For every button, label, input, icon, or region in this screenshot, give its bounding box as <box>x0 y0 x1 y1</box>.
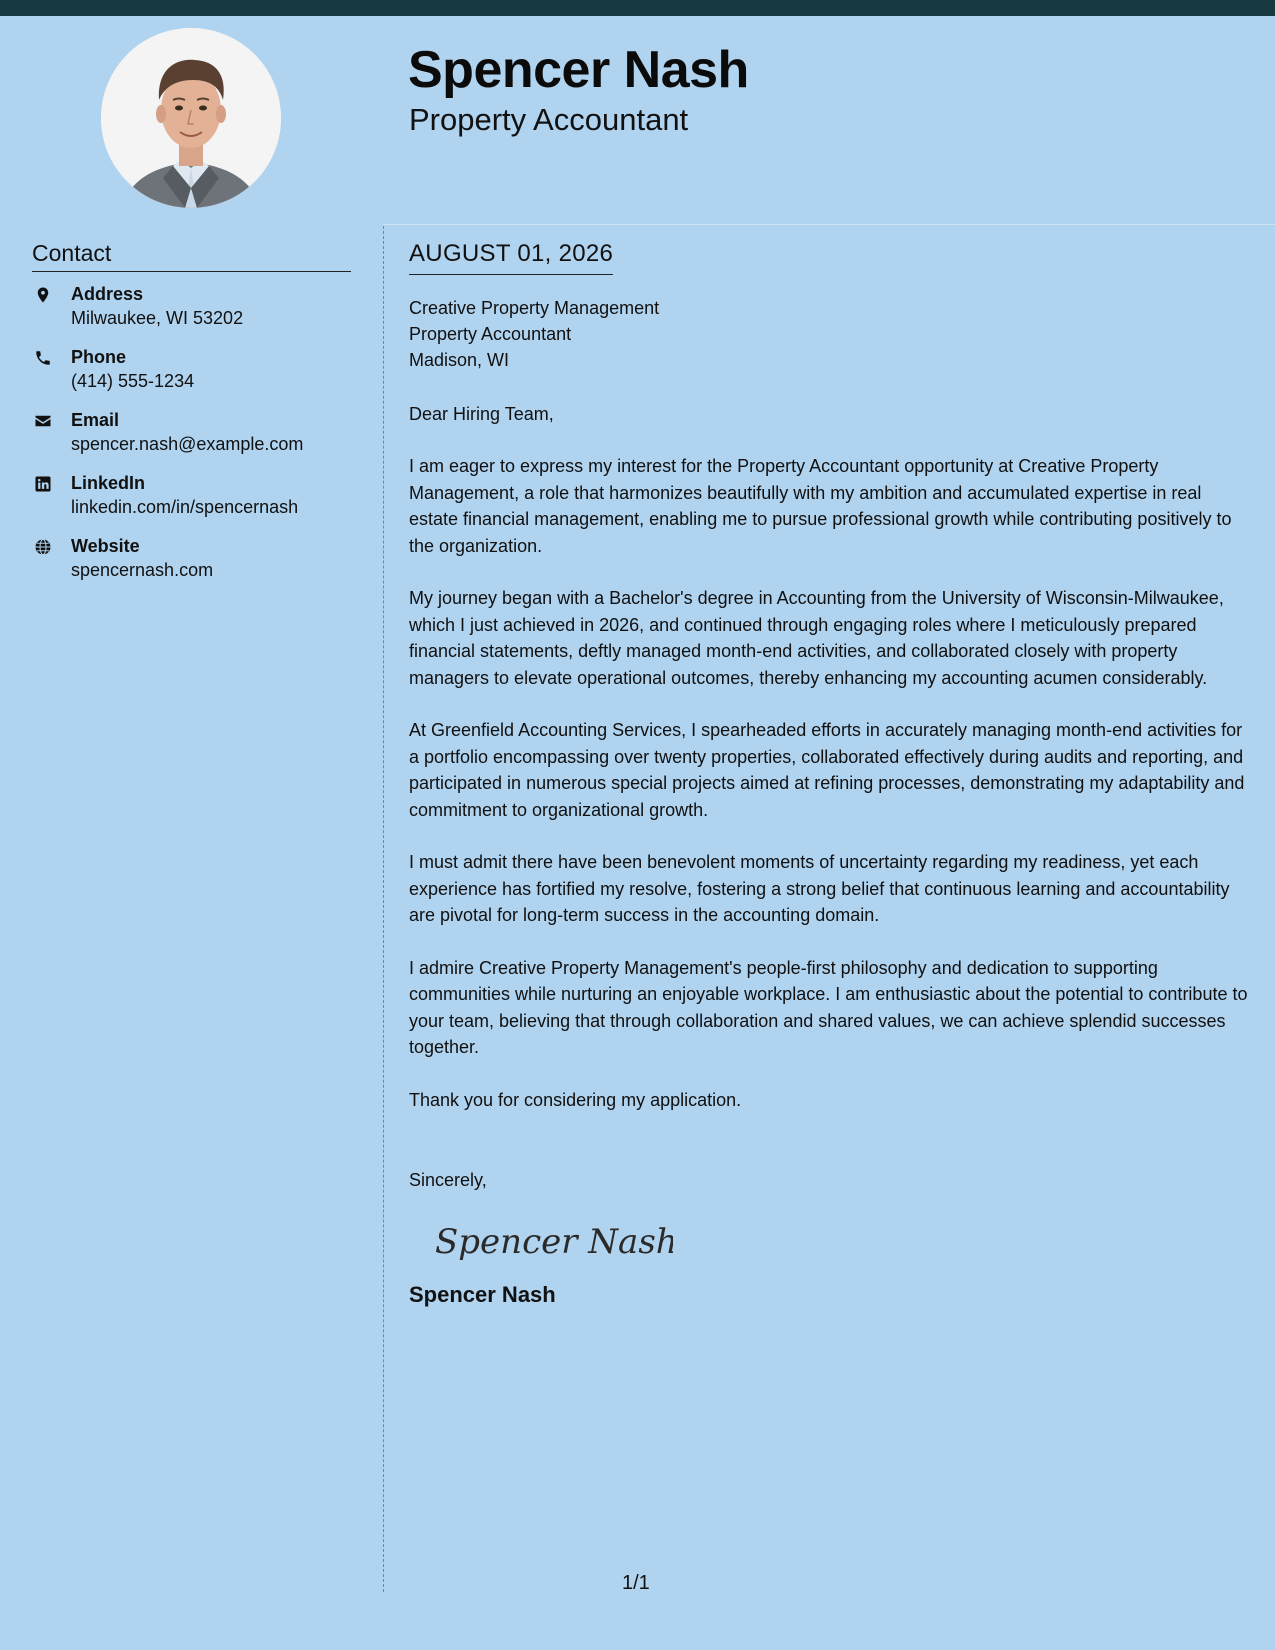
letter-paragraph: My journey began with a Bachelor's degree in Accounting from the University of Wisconsin-Milwaukee, which I just achieved in 2026, and continued through engaging roles where I meticulously prepared financial statements, deftly managed month-end activities, and collaborated closely with property managers to elevate operational outcomes, thereby enhancing my accounting acumen considerably. <box>409 588 1224 688</box>
signature-text: Spencer Nash <box>435 1222 673 1262</box>
letter-paragraph: I am eager to express my interest for the Property Accountant opportunity at Creative Property Management, a role that harmonizes beautifully with my ambition and accumulated expertise in real estate financial management, enabling me to pursue professional growth while contributing positively to the organization. <box>409 456 1232 556</box>
page-number: 1/1 <box>622 1572 650 1594</box>
letter-paragraph: At Greenfield Accounting Services, I spearheaded efforts in accurately managing month-end activities for a portfolio encompassing over twenty properties, collaborated effectively during audits and reporting, and participated in numerous special projects aimed at refining processes, demonstrating my adaptability and commitment to organizational growth. <box>409 720 1245 820</box>
contact-item-website <box>32 538 362 601</box>
contact-value: spencernash.com <box>71 560 214 580</box>
recipient-location: Madison, WI <box>409 350 510 370</box>
letter-paragraph: I must admit there have been benevolent moments of uncertainty regarding my readiness, yet each experience has fortified my resolve, fostering a strong belief that continuous learning and accountability are pivotal for long-term success in the accounting domain. <box>409 852 1230 925</box>
top-bar <box>0 0 1275 16</box>
contact-label: Website <box>71 536 140 556</box>
recipient-position: Property Accountant <box>409 324 572 344</box>
contact-list <box>32 286 362 601</box>
recipient-block <box>409 295 1251 373</box>
header-divider <box>383 224 1275 225</box>
column-divider <box>383 226 384 1592</box>
header-name: Spencer Nash <box>408 41 749 99</box>
signature <box>433 1215 673 1267</box>
contact-heading: Contact <box>32 240 351 272</box>
letter-paragraph: Thank you for considering my application. <box>409 1089 742 1110</box>
phone-icon <box>34 349 52 367</box>
salutation: Dear Hiring Team, <box>409 404 554 424</box>
recipient-company: Creative Property Management <box>409 298 660 318</box>
contact-value: linkedin.com/in/spencernash <box>71 497 299 517</box>
contact-label: LinkedIn <box>71 473 146 493</box>
contact-item-linkedin <box>32 475 362 538</box>
letter-body <box>409 240 1251 1308</box>
letter-paragraph: I admire Creative Property Management's people-first philosophy and dedication to supporting communities while nurturing an enjoyable workplace. I am enthusiastic about the potential to contribute to your team, believing that through collaboration and shared values, we can achieve splendid successes together. <box>409 957 1248 1057</box>
map-pin-icon <box>34 286 52 304</box>
contact-item-phone <box>32 349 362 412</box>
contact-value: Milwaukee, WI 53202 <box>71 308 244 328</box>
contact-item-email <box>32 412 362 475</box>
contact-item-address <box>32 286 362 349</box>
contact-value: spencer.nash@example.com <box>71 434 304 454</box>
envelope-icon <box>34 412 52 430</box>
closing: Sincerely, <box>409 1170 487 1190</box>
profile-photo <box>101 28 281 208</box>
letter-date: AUGUST 01, 2026 <box>409 240 613 275</box>
contact-label: Address <box>71 284 144 304</box>
signer-name: Spencer Nash <box>409 1282 556 1307</box>
contact-label: Email <box>71 410 120 430</box>
contact-value: (414) 555-1234 <box>71 371 195 391</box>
contact-label: Phone <box>71 347 127 367</box>
header-job-title: Property Accountant <box>409 102 689 137</box>
globe-icon <box>34 538 52 556</box>
linkedin-icon <box>34 475 52 493</box>
